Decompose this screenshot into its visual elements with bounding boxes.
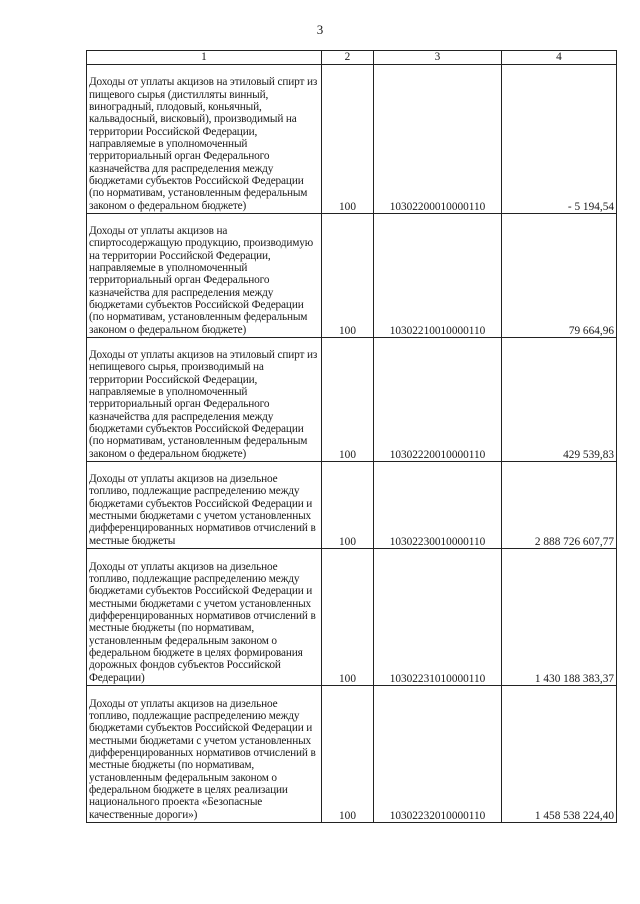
table-row — [87, 462, 617, 549]
table-row — [87, 549, 617, 686]
amount: - 5 194,54 — [502, 65, 617, 214]
kbk-code: 10302220010000110 — [374, 338, 502, 462]
revenue-description — [87, 214, 322, 338]
table-row — [87, 338, 617, 462]
kbk-code: 10302210010000110 — [374, 214, 502, 338]
column-header-4: 4 — [502, 51, 617, 65]
admin-code: 100 — [322, 549, 374, 686]
table-row — [87, 686, 617, 823]
revenue-description — [87, 462, 322, 549]
amount: 79 664,96 — [502, 214, 617, 338]
amount: 1 430 188 383,37 — [502, 549, 617, 686]
kbk-code: 10302232010000110 — [374, 686, 502, 823]
admin-code: 100 — [322, 686, 374, 823]
admin-code: 100 — [322, 214, 374, 338]
budget-revenue-table — [86, 50, 617, 823]
revenue-description-text: Доходы от уплаты акцизов на дизельное топливо, подлежащие распределению между бюджетами субъектов Российской Федерации и местными бюджетами с учетом установленных дифференцированных нормативов отчислений в местные бюджеты (по нормативам, установленным федеральным законом о федеральном бюджете в целях реализации национального проекта «Безопасные качественные дороги») — [89, 697, 316, 821]
admin-code: 100 — [322, 462, 374, 549]
revenue-description-text: Доходы от уплаты акцизов на этиловый спирт из пищевого сырья (дистилляты винный, виноградный, плодовый, коньячный, кальвадосный, висковый), производимый на территории Российской Федерации, направляемые в уполномоченный территориальный орган Федерального казначейства для распределения между бюджетами субъектов Российской Федерации (по нормативам, установленным федеральным законом о федеральном бюджете) — [89, 76, 318, 212]
column-header-1: 1 — [87, 51, 322, 65]
amount: 1 458 538 224,40 — [502, 686, 617, 823]
admin-code: 100 — [322, 65, 374, 214]
admin-code: 100 — [322, 338, 374, 462]
revenue-description-text: Доходы от уплаты акцизов на дизельное топливо, подлежащие распределению между бюджетами субъектов Российской Федерации и местными бюджетами с учетом установленных дифференцированных нормативов отчислений в местные бюджеты — [89, 472, 316, 547]
column-header-2: 2 — [322, 51, 374, 65]
revenue-description-text: Доходы от уплаты акцизов на спиртосодержащую продукцию, производимую на территории Российской Федерации, направляемые в уполномоченный территориальный орган Федерального казначейства для распределения между бюджетами субъектов Российской Федерации (по нормативам, установленным федеральным законом о федеральном бюджете) — [89, 224, 314, 336]
kbk-code: 10302231010000110 — [374, 549, 502, 686]
kbk-code: 10302230010000110 — [374, 462, 502, 549]
revenue-description-text: Доходы от уплаты акцизов на этиловый спирт из непищевого сырья, производимый на территории Российской Федерации, направляемые в уполномоченный территориальный орган Федерального казначейства для распределения между бюджетами субъектов Российской Федерации (по нормативам, установленным федеральным законом о федеральном бюджете) — [89, 348, 318, 460]
table-row — [87, 65, 617, 214]
column-header-3: 3 — [374, 51, 502, 65]
amount: 429 539,83 — [502, 338, 617, 462]
revenue-description — [87, 686, 322, 823]
revenue-description — [87, 65, 322, 214]
revenue-description — [87, 549, 322, 686]
revenue-description-text: Доходы от уплаты акцизов на дизельное топливо, подлежащие распределению между бюджетами субъектов Российской Федерации и местными бюджетами с учетом установленных дифференцированных нормативов отчислений в местные бюджеты (по нормативам, установленным федеральным законом о федеральном бюджете в целях формирования дорожных фондов субъектов Российской Федерации) — [89, 560, 316, 684]
header-row — [87, 51, 617, 65]
amount: 2 888 726 607,77 — [502, 462, 617, 549]
revenue-description — [87, 338, 322, 462]
table-row — [87, 214, 617, 338]
page-number: 3 — [316, 22, 324, 37]
kbk-code: 10302200010000110 — [374, 65, 502, 214]
